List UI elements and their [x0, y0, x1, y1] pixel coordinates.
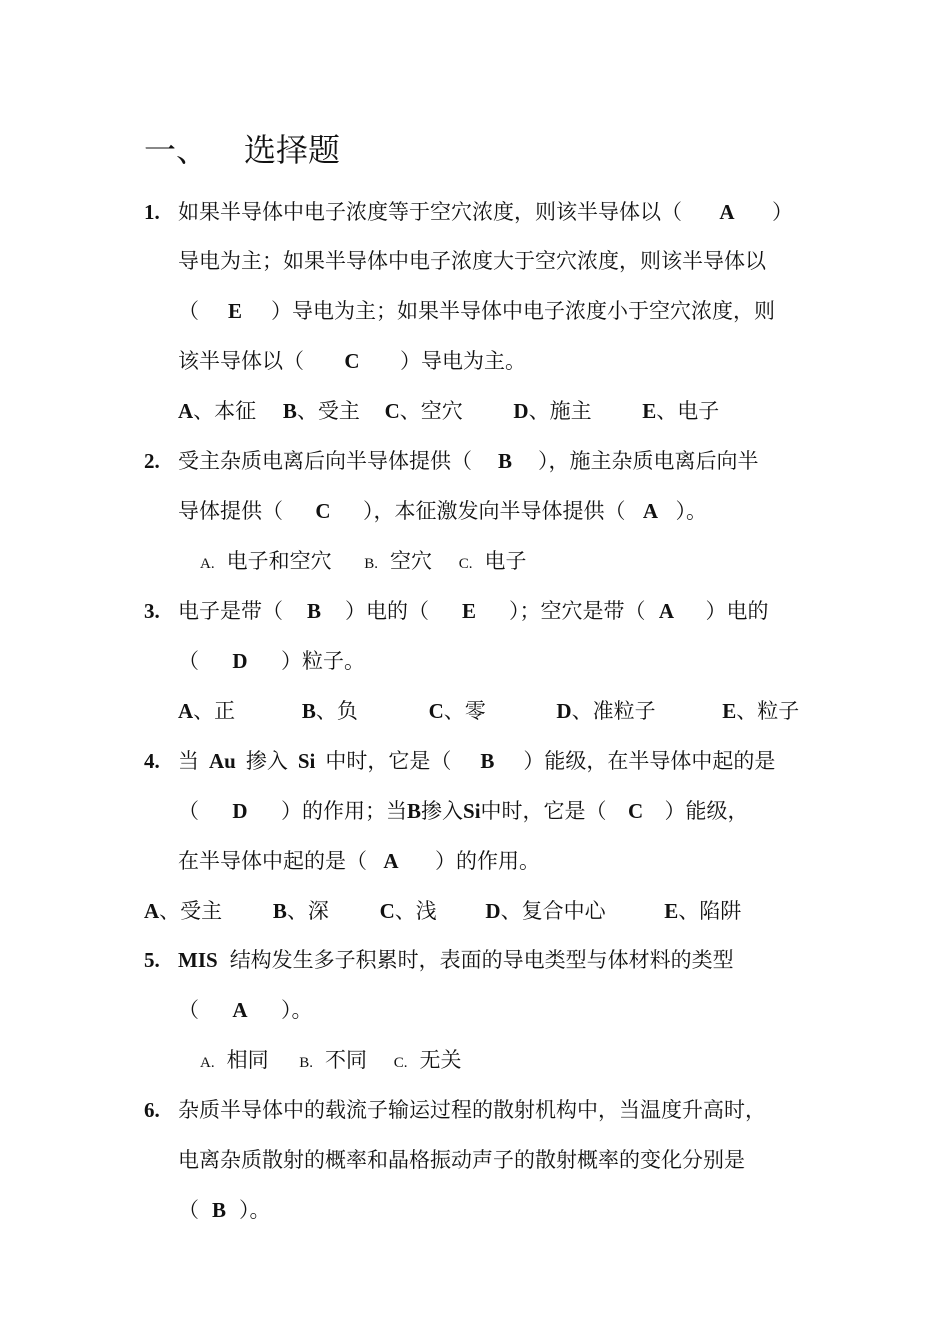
- option: C、空穴: [384, 399, 463, 423]
- option: A、正: [178, 699, 236, 723]
- question-2-options: [200, 546, 527, 579]
- option: B、深: [272, 899, 329, 923]
- option: E、粒子: [722, 699, 800, 723]
- option: B、负: [301, 699, 358, 723]
- option: A、本征: [178, 399, 257, 423]
- question-3-number: 3.: [144, 599, 160, 623]
- option: E、电子: [642, 399, 720, 423]
- question-1-line-2: 导电为主；如果半导体中电子浓度大于空穴浓度，则该半导体以: [178, 249, 766, 273]
- question-6-line-1: 杂质半导体中的载流子输运过程的散射机构中，当温度升高时，: [178, 1098, 766, 1122]
- question-1-line-4: 该半导体以（ C ）导电为主。: [178, 346, 526, 376]
- answer-blank: C: [627, 799, 644, 823]
- option: B、受主: [282, 399, 360, 423]
- question-6-line-2: 电离杂质散射的概率和晶格振动声子的散射概率的变化分别是: [178, 1148, 745, 1172]
- question-1-line-3: （ E ）导电为主；如果半导体中电子浓度小于空穴浓度，则: [178, 296, 775, 326]
- option: A. 电子和空穴: [200, 549, 332, 573]
- option: B. 空穴: [364, 549, 433, 573]
- answer-blank: C: [344, 349, 360, 373]
- option: B. 不同: [299, 1048, 368, 1072]
- option: C、浅: [379, 899, 437, 923]
- answer-blank: A: [642, 499, 659, 523]
- question-1-line-1: 如果半导体中电子浓度等于空穴浓度，则该半导体以（ A ）: [178, 197, 793, 227]
- question-1-number: 1.: [144, 200, 160, 224]
- answer-blank: E: [227, 299, 242, 323]
- question-3-options: [178, 696, 799, 726]
- question-3-line-2: （ D ）粒子。: [178, 646, 365, 676]
- question-2-line-1: 受主杂质电离后向半导体提供（ B ），施主杂质电离后向半: [178, 446, 759, 476]
- option: E、陷阱: [664, 899, 742, 923]
- question-4-line-1: 当 Au 掺入 Si 中时，它是（ B ）能级，在半导体中起的是: [178, 746, 775, 776]
- option: C. 无关: [393, 1048, 462, 1072]
- answer-blank: C: [315, 499, 331, 523]
- option: C. 电子: [458, 549, 527, 573]
- option: D、复合中心: [485, 899, 606, 923]
- question-5-line-2: （ A ）。: [178, 995, 313, 1025]
- option: A. 相同: [200, 1048, 269, 1072]
- question-6-number: 6.: [144, 1098, 160, 1122]
- question-1-options: [178, 396, 719, 426]
- question-4-options: [144, 896, 741, 926]
- section-number: 一、: [144, 131, 209, 169]
- question-5-number: 5.: [144, 948, 160, 972]
- question-5-line-1: MIS 结构发生多子积累时，表面的导电类型与体材料的类型: [178, 948, 734, 972]
- answer-blank: A: [383, 849, 399, 873]
- answer-blank: A: [232, 998, 248, 1022]
- answer-blank: D: [232, 649, 248, 673]
- question-4-line-3: 在半导体中起的是（ A ）的作用。: [178, 846, 540, 876]
- section-title: 选择题: [244, 131, 341, 169]
- answer-blank: A: [719, 200, 735, 224]
- question-4-line-2: （ D ）的作用；当B掺入Si中时，它是（ C ）能级，: [178, 796, 749, 826]
- answer-blank: B: [306, 599, 321, 623]
- question-3-line-1: 电子是带（ B ）电的（ E ）；空穴是带（ A ）电的: [178, 596, 769, 626]
- answer-blank: D: [232, 799, 248, 823]
- question-6-line-3: （ B ）。: [178, 1195, 271, 1225]
- question-4-number: 4.: [144, 749, 160, 773]
- answer-blank: E: [461, 599, 476, 623]
- question-2-number: 2.: [144, 449, 160, 473]
- option: D、准粒子: [556, 699, 656, 723]
- answer-blank: B: [211, 1198, 226, 1222]
- option: D、施主: [513, 399, 592, 423]
- question-5-options: [200, 1045, 462, 1078]
- option: A、受主: [144, 899, 223, 923]
- option: C、零: [428, 699, 486, 723]
- answer-blank: B: [480, 749, 495, 773]
- answer-blank: B: [497, 449, 512, 473]
- section-heading: [144, 128, 340, 172]
- answer-blank: A: [658, 599, 675, 623]
- question-2-line-2: 导体提供（ C ），本征激发向半导体提供（ A ）。: [178, 496, 707, 526]
